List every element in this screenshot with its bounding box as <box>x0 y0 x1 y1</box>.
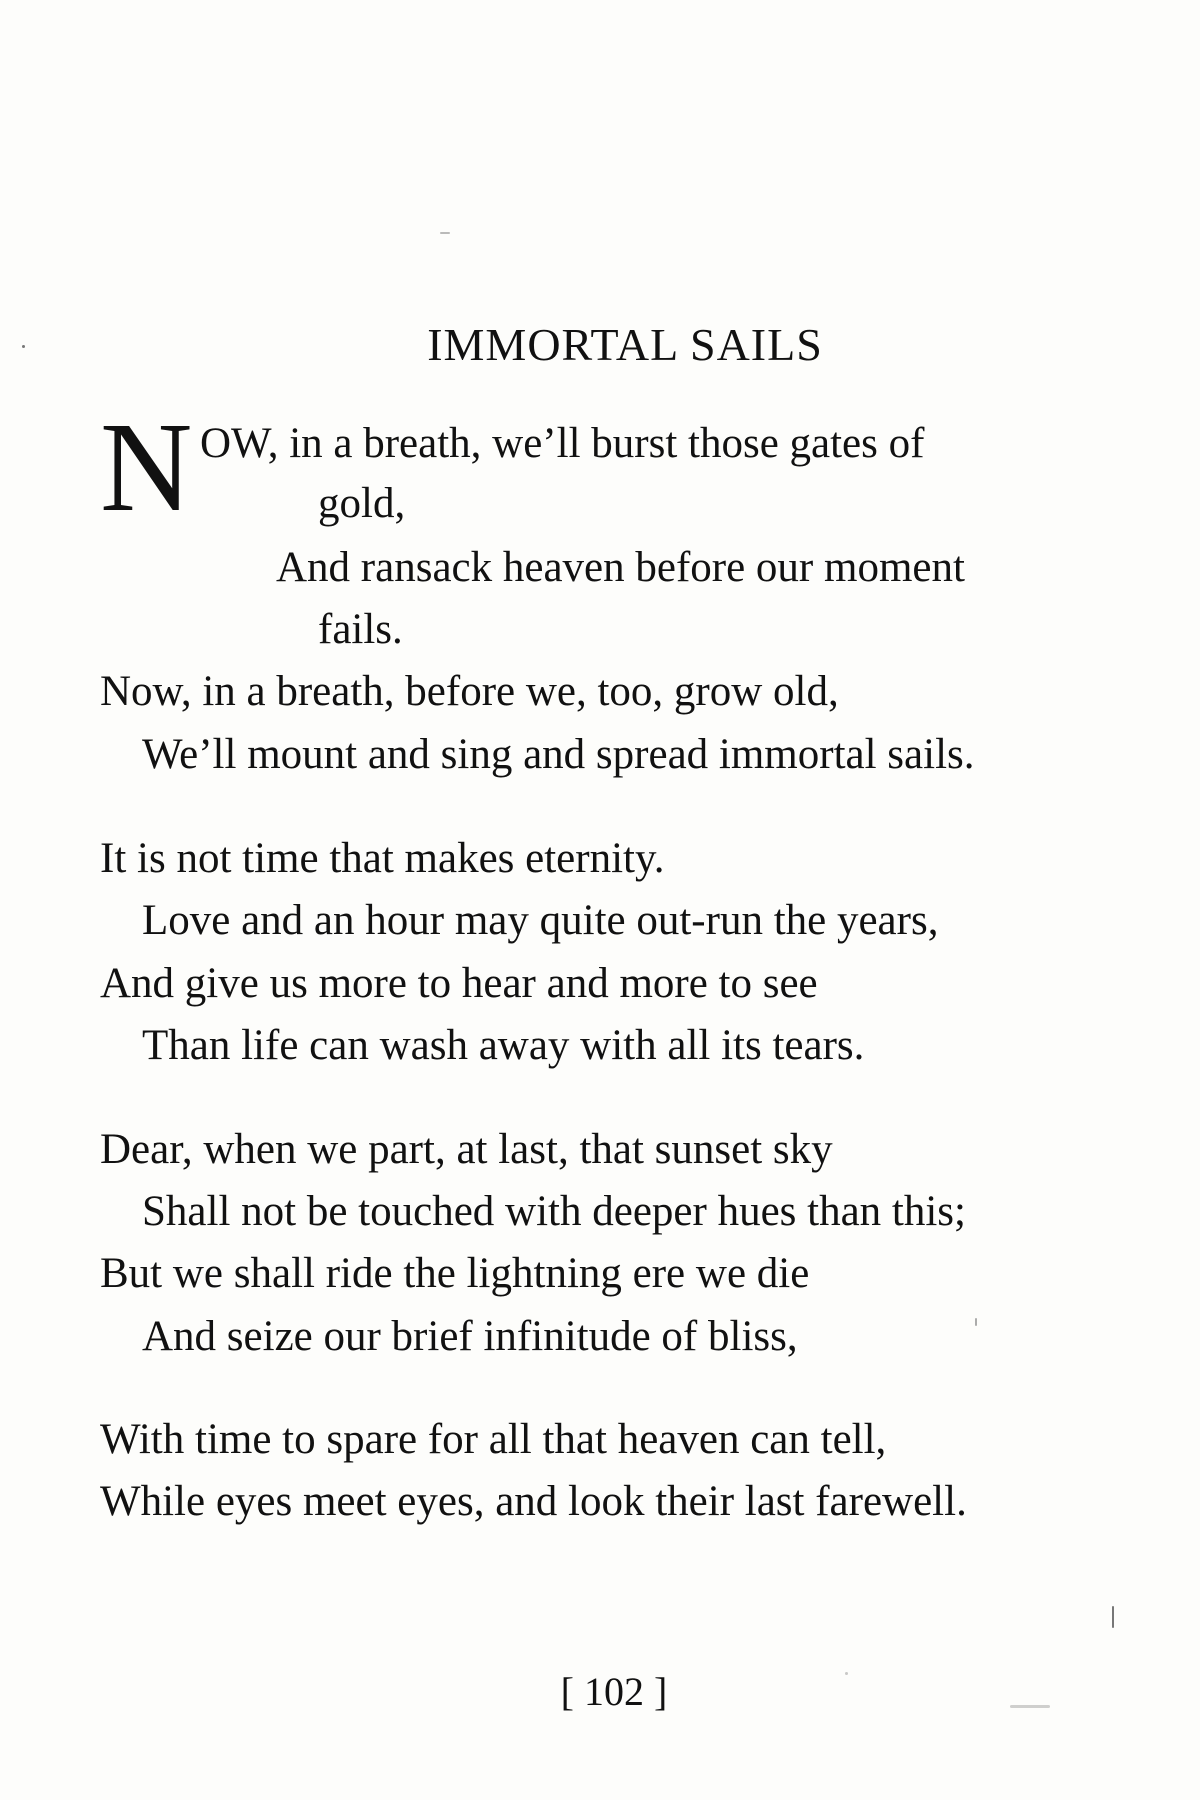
print-speck <box>845 1672 848 1675</box>
stanza1-line2: And ransack heaven before our moment <box>276 544 965 591</box>
stanza2-line1: It is not time that makes eternity. <box>100 835 665 882</box>
print-speck <box>22 345 25 348</box>
stanza2-line4: Than life can wash away with all its tears. <box>142 1022 865 1069</box>
stanza3-line2: Shall not be touched with deeper hues than this; <box>142 1188 966 1235</box>
page-number: [ 102 ] <box>560 1669 668 1714</box>
stanza3-line1: Dear, when we part, at last, that sunset sky <box>100 1126 833 1173</box>
stanza1-line1-cont: gold, <box>318 480 406 527</box>
print-speck <box>1112 1606 1114 1628</box>
stanza1-line2-cont: fails. <box>318 606 403 653</box>
couplet-line1: With time to spare for all that heaven can tell, <box>100 1416 887 1463</box>
drop-cap: N <box>100 396 193 538</box>
couplet-line2: While eyes meet eyes, and look their last farewell. <box>100 1478 967 1525</box>
stanza3-line3: But we shall ride the lightning ere we die <box>100 1250 810 1297</box>
print-speck <box>1010 1705 1050 1708</box>
print-speck <box>440 232 450 234</box>
stanza1-line4: We’ll mount and sing and spread immortal sails. <box>142 731 975 778</box>
stanza1-line3: Now, in a breath, before we, too, grow old, <box>100 668 839 715</box>
print-speck <box>975 1318 977 1326</box>
stanza1-line1: OW, in a breath, we’ll burst those gates of <box>200 420 925 467</box>
stanza2-line3: And give us more to hear and more to see <box>100 960 818 1007</box>
stanza2-line2: Love and an hour may quite out-run the years, <box>142 897 939 944</box>
stanza3-line4: And seize our brief infinitude of bliss, <box>142 1313 798 1360</box>
poem-title: IMMORTAL SAILS <box>427 319 823 370</box>
